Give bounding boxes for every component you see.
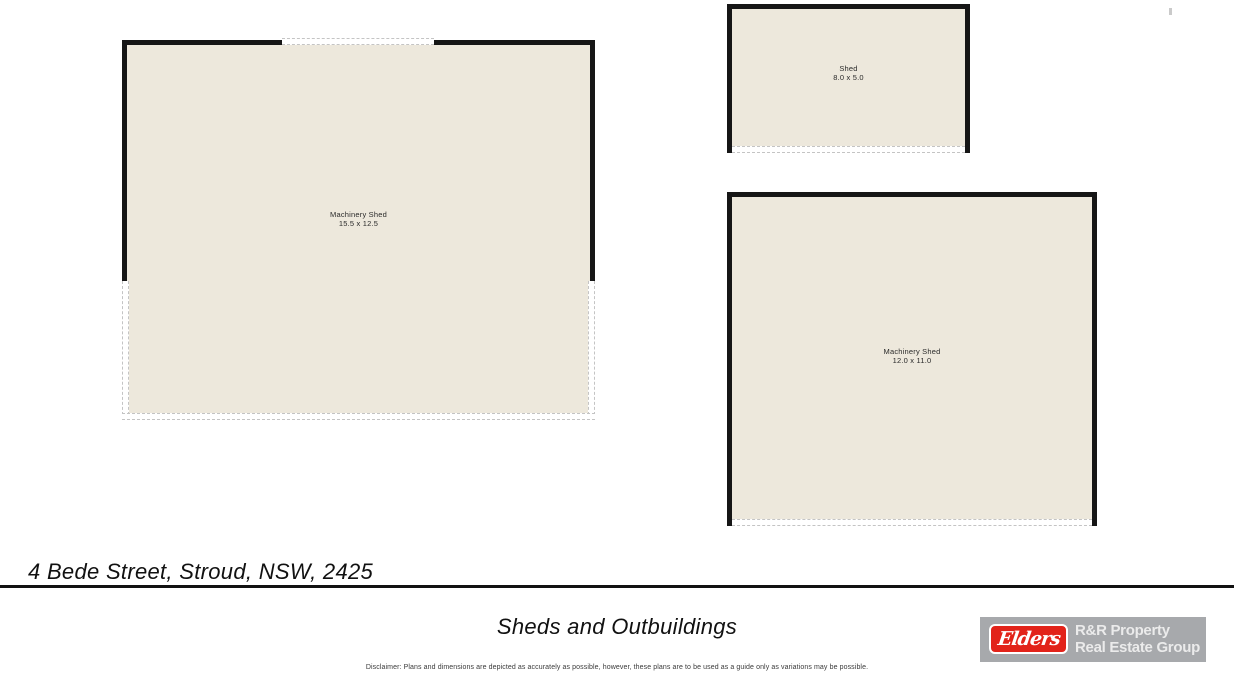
shed-label: [732, 64, 965, 82]
disclaimer-text: Disclaimer: Plans and dimensions are depicted as accurately as possible, however, these plans are to be used as a guide only as variations may be possible.: [365, 664, 869, 671]
agency-name-line2: Real Estate Group: [1075, 639, 1200, 656]
plan-title: Sheds and Outbuildings: [496, 614, 738, 639]
opening-dashed-line: [282, 38, 434, 45]
shed-machinery-large: [122, 40, 595, 420]
divider-line: [0, 585, 1234, 588]
open-side-dashed-line: [122, 281, 129, 420]
shed-small: [727, 4, 970, 153]
elders-brand-icon: [989, 624, 1068, 654]
open-side-dashed-line: [588, 281, 595, 420]
shed-dimensions: 8.0 x 5.0: [833, 73, 864, 82]
open-side-dashed-line: [122, 413, 595, 420]
shed-dimensions: 15.5 x 12.5: [338, 219, 379, 228]
wall-segment: [122, 40, 127, 281]
elders-brand-name: Elders: [996, 627, 1062, 650]
shed-label: [732, 347, 1092, 365]
wall-segment: [590, 40, 595, 281]
agency-name: [1075, 622, 1200, 656]
shed-label: [122, 210, 595, 228]
shed-name: Machinery Shed: [883, 347, 941, 356]
wall-segment: [122, 40, 282, 45]
agency-name-line1: R&R Property: [1075, 622, 1170, 639]
open-side-dashed-line: [732, 146, 965, 153]
stray-mark: [1169, 8, 1172, 15]
shed-dimensions: 12.0 x 11.0: [892, 356, 932, 365]
shed-name: Shed: [839, 64, 858, 73]
wall-segment: [434, 40, 595, 45]
open-side-dashed-line: [732, 519, 1092, 526]
shed-machinery-right: [727, 192, 1097, 526]
property-address: 4 Bede Street, Stroud, NSW, 2425: [28, 559, 374, 584]
elders-logo: [980, 617, 1206, 662]
shed-name: Machinery Shed: [330, 210, 387, 219]
